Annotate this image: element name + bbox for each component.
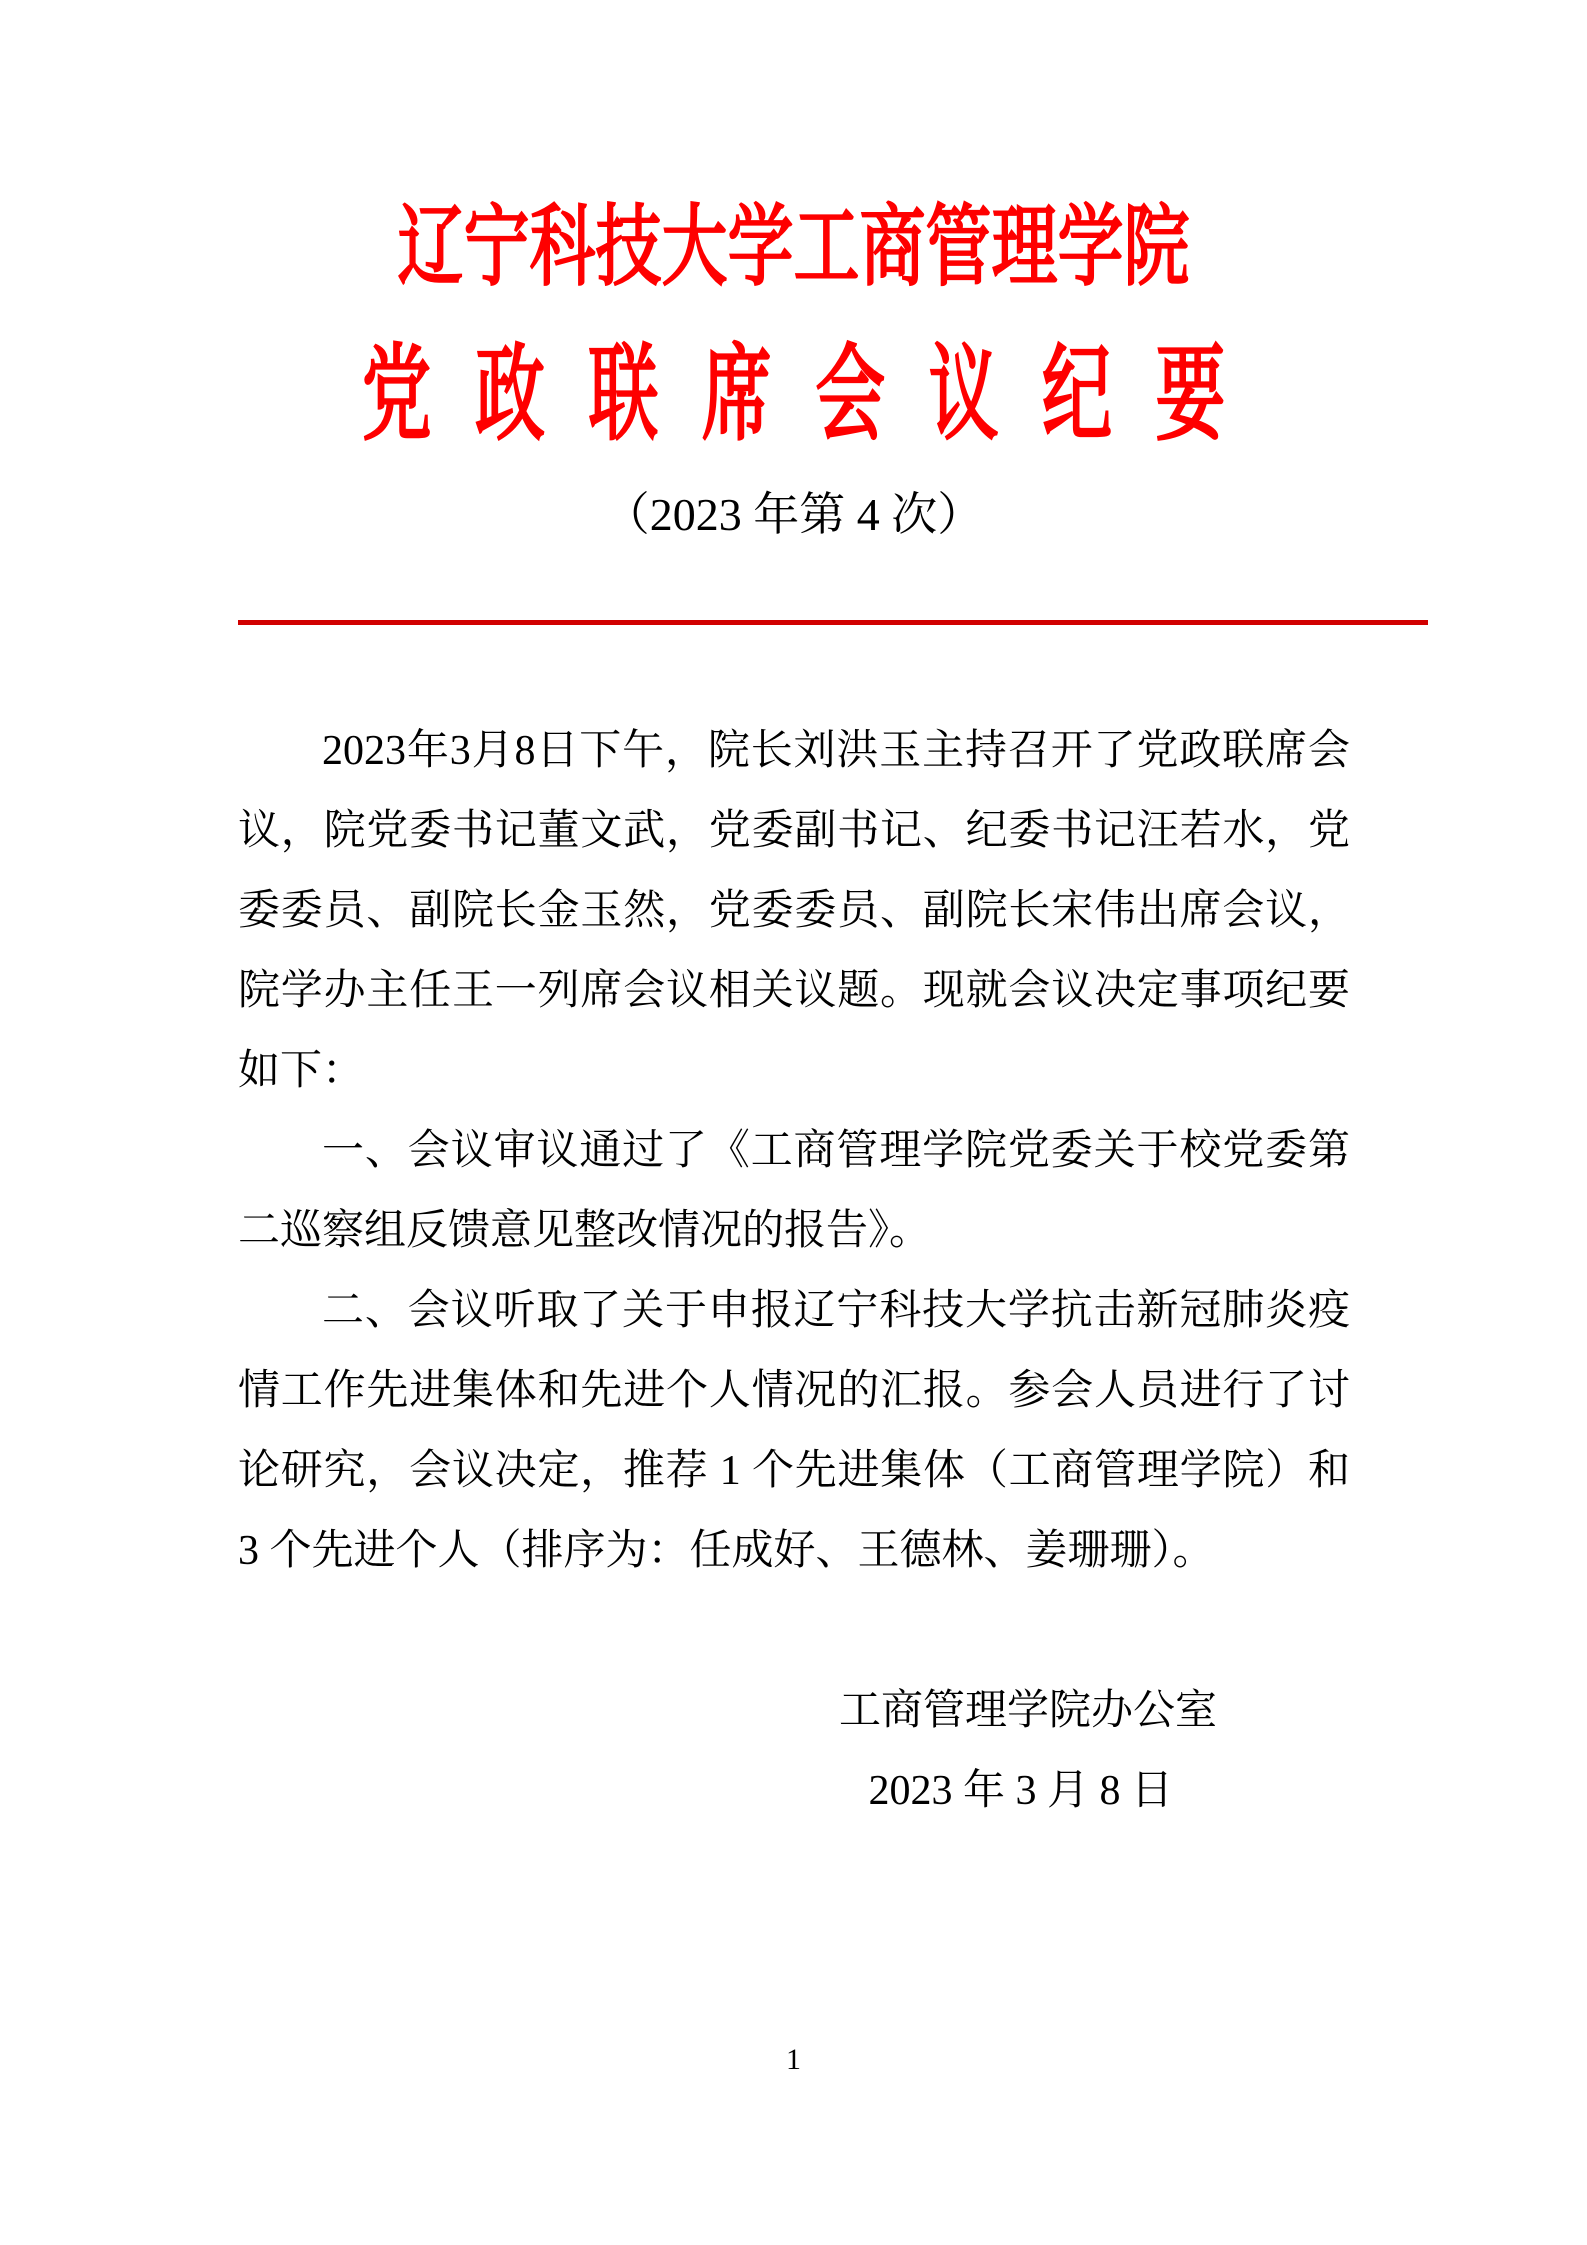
- issue-number-label: （2023 年第 4 次）: [603, 489, 984, 540]
- document-body: [238, 711, 1350, 1831]
- doc-title: 党政联席会议纪要: [361, 336, 1269, 453]
- signature-office: 工商管理学院办公室: [838, 1688, 1217, 1734]
- page-number: 1: [786, 2043, 801, 2076]
- paragraph-item-1: 一、会议审议通过了《工商管理学院党委关于校党委第二巡察组反馈意见整改情况的报告》。: [238, 1128, 1350, 1254]
- paragraph-item-2: 二、会议听取了关于申报辽宁科技大学抗击新冠肺炎疫情工作先进集体和先进个人情况的汇报。参会人员进行了讨论研究，会议决定，推荐 1 个先进集体（工商管理学院）和 3 个先进个人（排序为：任成好、王德林、姜珊珊）。: [238, 1288, 1350, 1574]
- org-title: 辽宁科技大学工商管理学院: [397, 196, 1190, 297]
- red-divider-rule: [238, 620, 1428, 625]
- signature-date: 2023 年 3 月 8 日: [868, 1768, 1173, 1814]
- paragraph-intro: 2023年3月8日下午，院长刘洪玉主持召开了党政联席会议，院党委书记董文武，党委副书记、纪委书记汪若水，党委委员、副院长金玉然，党委委员、副院长宋伟出席会议，院学办主任王一列席会议相关议题。现就会议决定事项纪要如下：: [238, 728, 1350, 1094]
